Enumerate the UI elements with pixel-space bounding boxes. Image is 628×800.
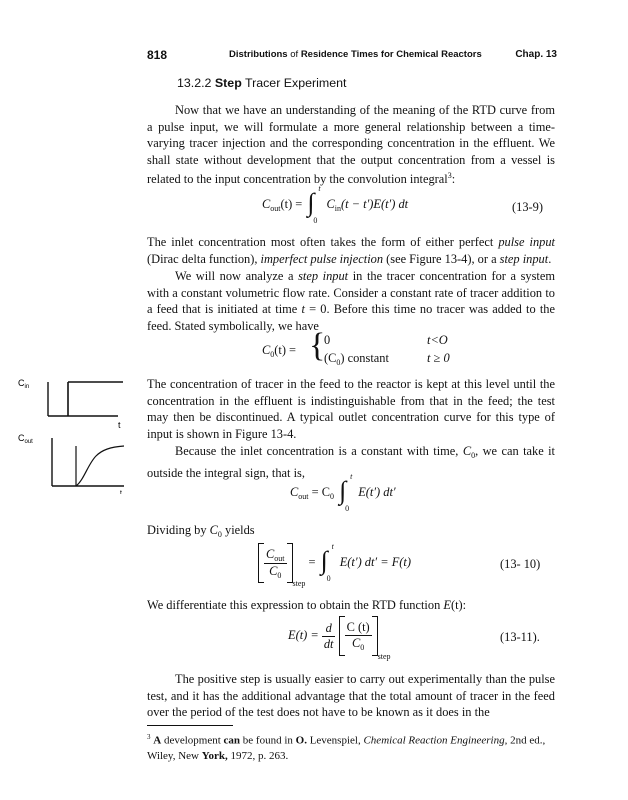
text: yields [221, 523, 255, 537]
equation-number: (13- 10) [500, 557, 541, 571]
paragraph-differentiate [147, 597, 555, 614]
text: = [308, 554, 316, 569]
text: can [223, 734, 241, 747]
paragraph-inlet [147, 234, 555, 267]
text: The positive step is usually easier to carry out experimentally than the pulse test, and it has the additional advantage that the total amount of tracer in the feed over the period of the test does not have to be known as it does in the [147, 672, 555, 720]
equation-cout-integral [290, 472, 396, 513]
step-input-figure [18, 376, 130, 494]
text: Because the inlet concentration is a constant with time, [175, 444, 463, 458]
upper-limit: t [350, 472, 353, 481]
text: : [462, 598, 467, 612]
text: We will now analyze a [175, 269, 299, 283]
text: = 0. Before this time no tracer was added to the feed. Stated symbolically, we have [147, 302, 555, 333]
text: We differentiate this expression to obtain the RTD function [147, 598, 444, 612]
text: step input [298, 269, 349, 283]
running-header [147, 48, 557, 62]
text: 1972, p. 263. [227, 749, 289, 762]
text: (see Figure 13-4), or a [383, 251, 500, 266]
text: ) constant [340, 351, 389, 365]
equation-number: (13-11). [500, 630, 540, 644]
text: , we can take it outside the integral sign, that is, [147, 444, 555, 480]
text: imperfect pulse injection [260, 251, 384, 266]
text: (Dirac delta function), [147, 251, 261, 266]
subscript: out [270, 203, 281, 213]
fraction: $\frac{C (t)}{C_0}$ [346, 620, 370, 652]
upper-limit: t [318, 184, 321, 193]
text: 2nd ed., Wiley, New [147, 734, 546, 762]
figure-label-t-bottom: t [120, 490, 122, 494]
integral-sign: ∫ [307, 188, 315, 217]
paragraph-positive-step [147, 671, 555, 721]
fraction: $\frac{C_{out}}{C_0}$ [266, 546, 285, 580]
bracket-subscript: step [292, 578, 306, 588]
figure-label-cout: $C_{out}$ [18, 433, 33, 445]
equation-13-11 [288, 616, 391, 661]
case-condition: t<O [427, 333, 448, 347]
section-rest-title: Tracer Experiment [244, 76, 347, 90]
symbol: C [209, 523, 218, 537]
paragraph-dividing [147, 522, 555, 544]
text: The concentration of tracer in the feed to the reactor is kept at this level until the concentration in the effluent is indistinguishable from that in the feed; the test may then be discontinued. A typical outlet concentration curve for this type of input is shown in Figure 13-4. [147, 377, 555, 441]
paragraph-feed-level [147, 376, 555, 442]
symbol: C [462, 444, 472, 458]
text: E(t) = [288, 627, 319, 642]
paragraph-convolution [147, 102, 555, 188]
text: step input [499, 251, 549, 266]
footnote-mark: 3 [147, 733, 151, 741]
text: (t) = [280, 196, 303, 211]
lower-limit: 0 [313, 216, 318, 225]
paragraph-step-input [147, 268, 555, 334]
page-number: 818 [147, 48, 168, 62]
running-title-part: Residence Times for Chemical Reactors [300, 49, 482, 60]
text: pulse input [498, 235, 555, 249]
text: = C [311, 484, 330, 499]
case-condition: t ≥ 0 [427, 351, 450, 365]
footnote [147, 730, 557, 764]
symbol: E [443, 598, 451, 612]
text: Levenspiel, [306, 734, 364, 747]
text: in the tracer concentration for a system with a constant volumetric flow rate. Consider a constant rate of tracer addition to a feed that is initiated at time [147, 269, 556, 317]
text: O. [295, 734, 307, 747]
text: be found in [240, 734, 296, 747]
subscript: in [334, 203, 341, 213]
symbol: C [326, 196, 335, 211]
text: Now that we have an understanding of the meaning of the RTD curve from a pulse input, we will formulate a more general relationship between a time-varying tracer injection and the corresponding concentration in the effluent. We shall state without development that the output concentration from a vessel is related to the input concentration by the convolution integral [147, 103, 555, 187]
footnote-divider [147, 725, 233, 726]
subscript: 0 [336, 358, 341, 367]
bracket-subscript: step [377, 651, 391, 661]
outlet-curve [76, 446, 124, 486]
subscript: 0 [217, 530, 222, 539]
text: (t) = [274, 343, 297, 357]
text: E(t′) dt′ = F(t) [339, 554, 411, 569]
text: . [548, 251, 552, 266]
lower-limit: 0 [345, 504, 350, 513]
text: The inlet concentration most often takes the form of either perfect [147, 235, 499, 249]
integral-sign: ∫ [339, 476, 347, 505]
equation-13-9 [262, 184, 409, 225]
running-title-part: Distributions [229, 49, 288, 60]
equation-number: (13-9) [512, 200, 543, 214]
bracket-right [287, 543, 293, 583]
derivative-fraction: $\frac{d}{dt}$ [323, 620, 334, 651]
integral-sign: ∫ [320, 546, 328, 575]
text: : [451, 172, 456, 187]
figure-label-cin: $C_{in}$ [18, 378, 30, 390]
text: A [153, 734, 162, 747]
equation-13-10 [258, 543, 411, 588]
book-title: Chemical Reaction Engineering, [363, 734, 508, 747]
bracket-right [372, 616, 378, 656]
subscript: out [298, 491, 309, 501]
text: development [161, 734, 224, 747]
subscript: 0 [471, 451, 476, 460]
text: (t) [450, 598, 463, 612]
running-title [229, 49, 482, 60]
footnote-mark: 3 [447, 171, 452, 181]
text: E(t′) dt′ [358, 484, 396, 499]
subscript: 0 [270, 350, 275, 359]
symbol: C [262, 196, 271, 211]
case-value: (C [324, 351, 337, 365]
text: Dividing by [147, 523, 210, 537]
section-title [177, 76, 346, 90]
section-bold-word: Step [214, 76, 242, 90]
running-title-part: of [290, 49, 299, 60]
text: (t − t′)E(t′) dt [341, 196, 409, 211]
symbol: C [262, 343, 271, 357]
section-number: 13.2.2 [177, 76, 212, 90]
symbol: C [290, 484, 299, 499]
subscript: 0 [329, 491, 334, 501]
chapter-label: Chap. 13 [515, 49, 557, 60]
text: t [301, 302, 305, 317]
brace: { [309, 327, 326, 364]
case-value: 0 [324, 333, 331, 347]
figure-label-t-top: t [118, 420, 121, 430]
lower-limit: 0 [326, 574, 331, 583]
upper-limit: t [331, 542, 334, 551]
text: York, [201, 749, 228, 762]
